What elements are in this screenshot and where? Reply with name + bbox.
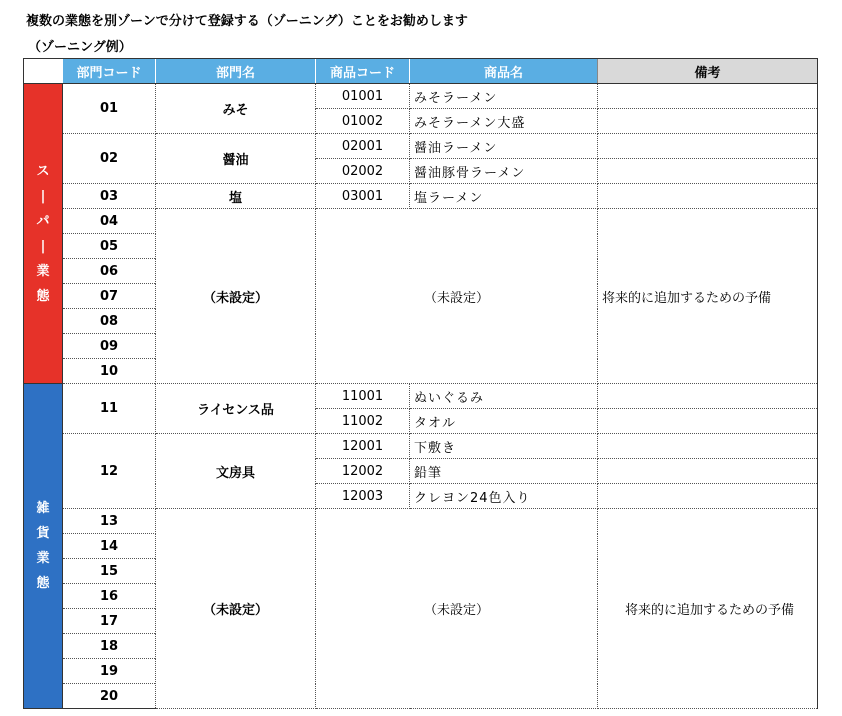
dept-code: 12: [63, 434, 156, 509]
product-code: 01001: [316, 84, 410, 109]
note-cell: [598, 384, 818, 409]
header-note: 備考: [598, 59, 818, 84]
dept-code: 02: [63, 134, 156, 184]
product-code: 01002: [316, 109, 410, 134]
product-code: 12001: [316, 434, 410, 459]
product-code: 11001: [316, 384, 410, 409]
unset-product: （未設定）: [316, 209, 598, 384]
dept-code: 05: [63, 234, 156, 259]
product-name: 醤油ラーメン: [410, 134, 598, 159]
dept-code: 09: [63, 334, 156, 359]
dept-code: 06: [63, 259, 156, 284]
dept-code: 18: [63, 634, 156, 659]
unset-dept-name: （未設定）: [156, 509, 316, 709]
zone-label-char: |: [40, 238, 46, 254]
dept-code: 14: [63, 534, 156, 559]
zoning-table: [23, 58, 818, 709]
dept-name: 塩: [156, 184, 316, 209]
table-row: [24, 184, 818, 209]
header-corner: [24, 59, 63, 84]
dept-code: 04: [63, 209, 156, 234]
table-row: [24, 509, 818, 534]
dept-code: 19: [63, 659, 156, 684]
dept-code: 17: [63, 609, 156, 634]
header-dept-code: 部門コード: [63, 59, 156, 84]
note-cell: [598, 459, 818, 484]
table-body: [24, 84, 818, 709]
product-code: 02001: [316, 134, 410, 159]
product-code: 11002: [316, 409, 410, 434]
zone-label-char: パ: [36, 213, 50, 229]
product-name: 塩ラーメン: [410, 184, 598, 209]
dept-code: 20: [63, 684, 156, 709]
note-cell: [598, 409, 818, 434]
product-name: みそラーメン: [410, 84, 598, 109]
dept-name: 醤油: [156, 134, 316, 184]
page-subtitle: （ゾーニング例）: [28, 40, 132, 55]
product-name: クレヨン24色入り: [410, 484, 598, 509]
zone-label-char: 態: [36, 576, 50, 591]
product-code: 12003: [316, 484, 410, 509]
dept-code: 07: [63, 284, 156, 309]
table-header-row: [24, 59, 818, 84]
zone-label-char: 業: [36, 551, 50, 566]
note-cell: [598, 484, 818, 509]
header-product-name: 商品名: [410, 59, 598, 84]
page-title: 複数の業態を別ゾーンで分けて登録する（ゾーニング）ことをお勧めします: [26, 14, 468, 29]
zone-label: [24, 84, 63, 384]
zone-label-char: 業: [36, 263, 50, 279]
note-cell: [598, 134, 818, 159]
product-name: タオル: [410, 409, 598, 434]
dept-code: 03: [63, 184, 156, 209]
header-dept-name: 部門名: [156, 59, 316, 84]
table-row: [24, 384, 818, 409]
table-row: [24, 134, 818, 159]
note-cell: [598, 84, 818, 109]
table-row: [24, 209, 818, 234]
zone-label: [24, 384, 63, 709]
zone-label-char: 貨: [36, 526, 50, 541]
dept-code: 16: [63, 584, 156, 609]
dept-code: 10: [63, 359, 156, 384]
table-row: [24, 434, 818, 459]
product-code: 12002: [316, 459, 410, 484]
dept-code: 01: [63, 84, 156, 134]
zone-label-char: ス: [36, 163, 50, 179]
zone-label-char: 態: [36, 288, 50, 304]
zone-label-char: |: [40, 188, 46, 204]
note-cell: [598, 434, 818, 459]
unset-note: 将来的に追加するための予備: [598, 509, 818, 709]
unset-dept-name: （未設定）: [156, 209, 316, 384]
product-name: みそラーメン大盛: [410, 109, 598, 134]
product-name: 醤油豚骨ラーメン: [410, 159, 598, 184]
unset-product: （未設定）: [316, 509, 598, 709]
note-cell: [598, 184, 818, 209]
note-cell: [598, 159, 818, 184]
product-code: 03001: [316, 184, 410, 209]
dept-code: 08: [63, 309, 156, 334]
note-cell: [598, 109, 818, 134]
product-code: 02002: [316, 159, 410, 184]
dept-code: 13: [63, 509, 156, 534]
dept-name: みそ: [156, 84, 316, 134]
table-row: [24, 84, 818, 109]
dept-code: 15: [63, 559, 156, 584]
zone-label-char: 雑: [36, 501, 50, 516]
dept-name: ライセンス品: [156, 384, 316, 434]
product-name: 下敷き: [410, 434, 598, 459]
unset-note: 将来的に追加するための予備: [598, 209, 818, 384]
dept-code: 11: [63, 384, 156, 434]
dept-name: 文房具: [156, 434, 316, 509]
product-name: 鉛筆: [410, 459, 598, 484]
header-product-code: 商品コード: [316, 59, 410, 84]
product-name: ぬいぐるみ: [410, 384, 598, 409]
